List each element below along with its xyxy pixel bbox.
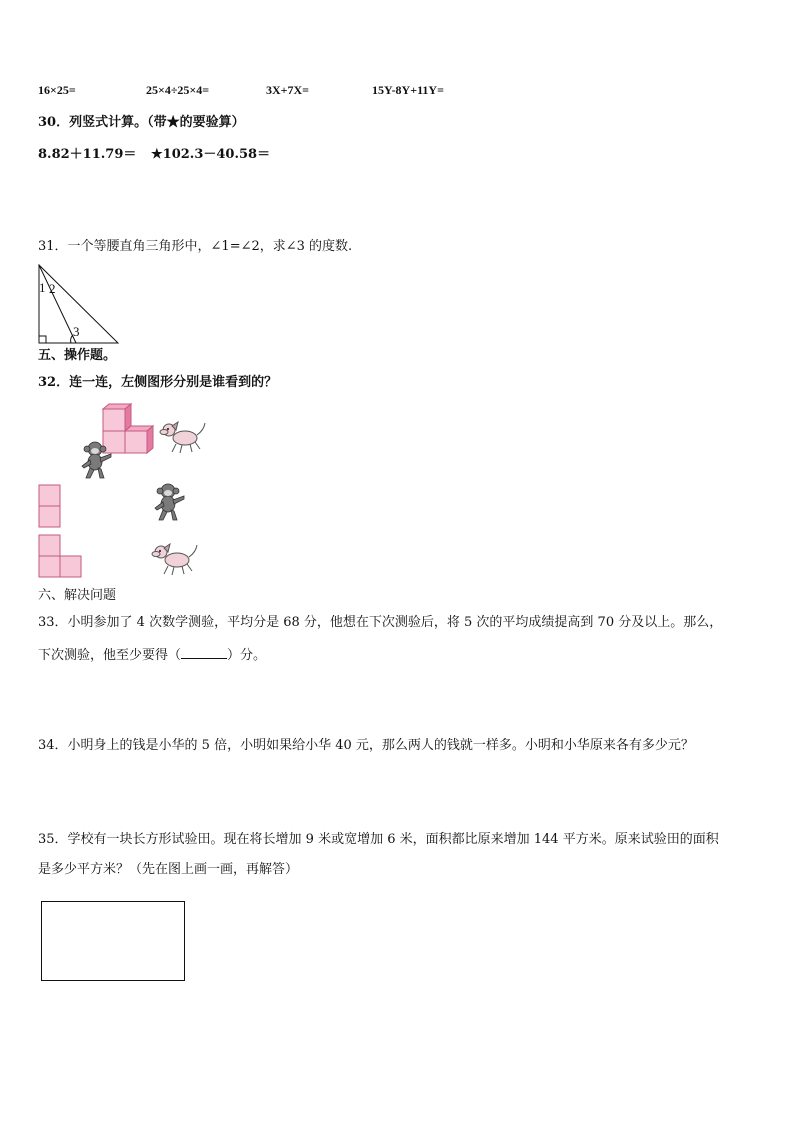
- q33-line-1: 33．小明参加了 4 次数学测验，平均分是 68 分，他想在下次测验后，将 5 次的平均成绩提高到 70 分及以上。那么，: [38, 615, 723, 630]
- rectangle-field-diagram: [41, 901, 185, 981]
- angle-label-2: 2: [49, 281, 56, 296]
- section-6-heading: 六、解决问题: [38, 588, 117, 603]
- calc-item-4: 15Y-8Y+11Y=: [372, 83, 444, 97]
- q30-title: 30．列竖式计算。（带★的要验算）: [38, 115, 245, 130]
- section-5-heading: 五、操作题。: [38, 348, 117, 363]
- q33-line-2: [38, 646, 266, 664]
- q30-expr-2: ★102.3－40.58＝: [151, 147, 271, 162]
- q32-title: 32．连一连，左侧图形分别是谁看到的？: [38, 375, 278, 390]
- calc-item-1: 16×25=: [38, 83, 76, 97]
- q31-title: 31．一个等腰直角三角形中，∠1=∠2，求∠3 的度数.: [38, 239, 353, 254]
- monkey-icon: [78, 440, 114, 480]
- triangle-figure: [36, 262, 126, 346]
- view-shape-1: [38, 484, 62, 528]
- q30-expr-1: 8.82＋11.79＝: [38, 147, 137, 162]
- q35-line-1: 35．学校有一块长方形试验田。现在将长增加 9 米或宽增加 6 米，面积都比原来增加 144 平方米。原来试验田的面积: [38, 832, 719, 847]
- dog-icon: [150, 540, 200, 578]
- q33-text-before-blank: 下次测验，他至少要得（: [38, 648, 182, 663]
- dog-icon: [158, 418, 208, 456]
- calc-item-3: 3X+7X=: [266, 83, 310, 97]
- angle-label-3: 3: [73, 324, 80, 339]
- answer-blank[interactable]: [181, 646, 227, 659]
- angle-label-1: 1: [39, 280, 46, 295]
- q35-line-2: 是多少平方米？（先在图上画一画，再解答）: [38, 862, 299, 877]
- view-shape-2: [38, 534, 84, 578]
- monkey-icon: [151, 482, 187, 522]
- q34-text: 34．小明身上的钱是小华的 5 倍，小明如果给小华 40 元，那么两人的钱就一样多。小明和小华原来各有多少元？: [38, 738, 694, 753]
- calc-item-2: 25×4÷25×4=: [146, 83, 210, 97]
- q33-text-after-blank: ）分。: [227, 648, 267, 663]
